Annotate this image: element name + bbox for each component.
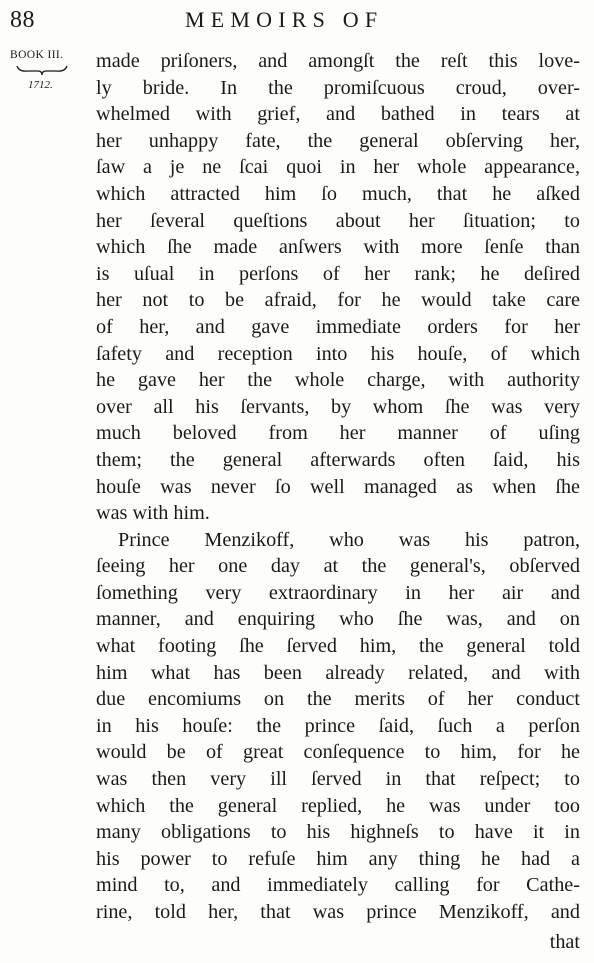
text-line: ſeeing her one day at the general's, obſerved [96,555,580,578]
text-line: is uſual in perſons of her rank; he deſired [96,262,580,285]
paragraph-1 [96,48,580,527]
book-label: BOOK III. [10,49,64,61]
text-line: made priſoners, and amongſt the reſt this love- [96,50,580,72]
text-line: his power to refuſe him any thing he had a [96,847,580,870]
text-line: would be of great conſequence to him, for he [96,741,580,764]
text-line: him what has been already related, and with [96,661,580,684]
text-line: which the general replied, he was under too [96,794,580,817]
text-line: over all his ſervants, by whom ſhe was very [96,395,580,418]
text-line: ſafety and reception into his houſe, of which [96,342,580,365]
text-line: due encomiums on the merits of her conduct [96,688,580,711]
margin-note [10,49,92,92]
text-line: which attracted him ſo much, that he aſked [96,182,580,205]
text-line: her ſeveral queſtions about her ſituation; to [96,209,580,232]
text-line: manner, and enquiring who ſhe was, and on [96,608,580,631]
body-text [96,48,580,926]
text-line: of her, and gave immediate orders for her [96,315,580,338]
text-line: he gave her the whole charge, with authority [96,369,580,392]
text-line: was then very ill ſerved in that reſpect; to [96,768,580,791]
text-line: much beloved from her manner of uſing [96,422,580,445]
text-line: her not to be afraid, for he would take care [96,289,580,312]
text-line: Prince Menzikoff, who was his patron, [118,528,580,551]
text-line: ſomething very extraordinary in her air and [96,581,580,604]
text-line: whelmed with grief, and bathed in tears at [96,103,580,126]
paragraph-2 [96,527,580,926]
text-line: was with him. [96,502,210,525]
text-line: them; the general afterwards often ſaid, his [96,448,580,471]
text-line: many obligations to his highneſs to have it in [96,821,580,844]
year-label: 1712. [28,79,53,91]
text-line: her unhappy fate, the general obſerving her, [96,129,580,152]
catchword: that [549,931,580,953]
text-line: mind to, and immediately calling for Cathe- [96,874,580,897]
page-number: 88 [10,7,35,33]
text-line: which ſhe made anſwers with more ſenſe than [96,236,580,259]
text-line: rine, told her, that was prince Menzikoff, and [96,901,580,923]
text-line: ly bride. In the promiſcuous croud, over- [96,76,580,99]
text-line: ſaw a je ne ſcai quoi in her whole appearance, [96,156,580,179]
text-line: what footing ſhe ſerved him, the general told [96,635,580,658]
running-head: MEMOIRS OF [185,7,384,32]
text-line: houſe was never ſo well managed as when ſhe [96,475,580,498]
brace-ornament [16,64,68,76]
text-line: in his houſe: the prince ſaid, ſuch a perſon [96,714,580,737]
